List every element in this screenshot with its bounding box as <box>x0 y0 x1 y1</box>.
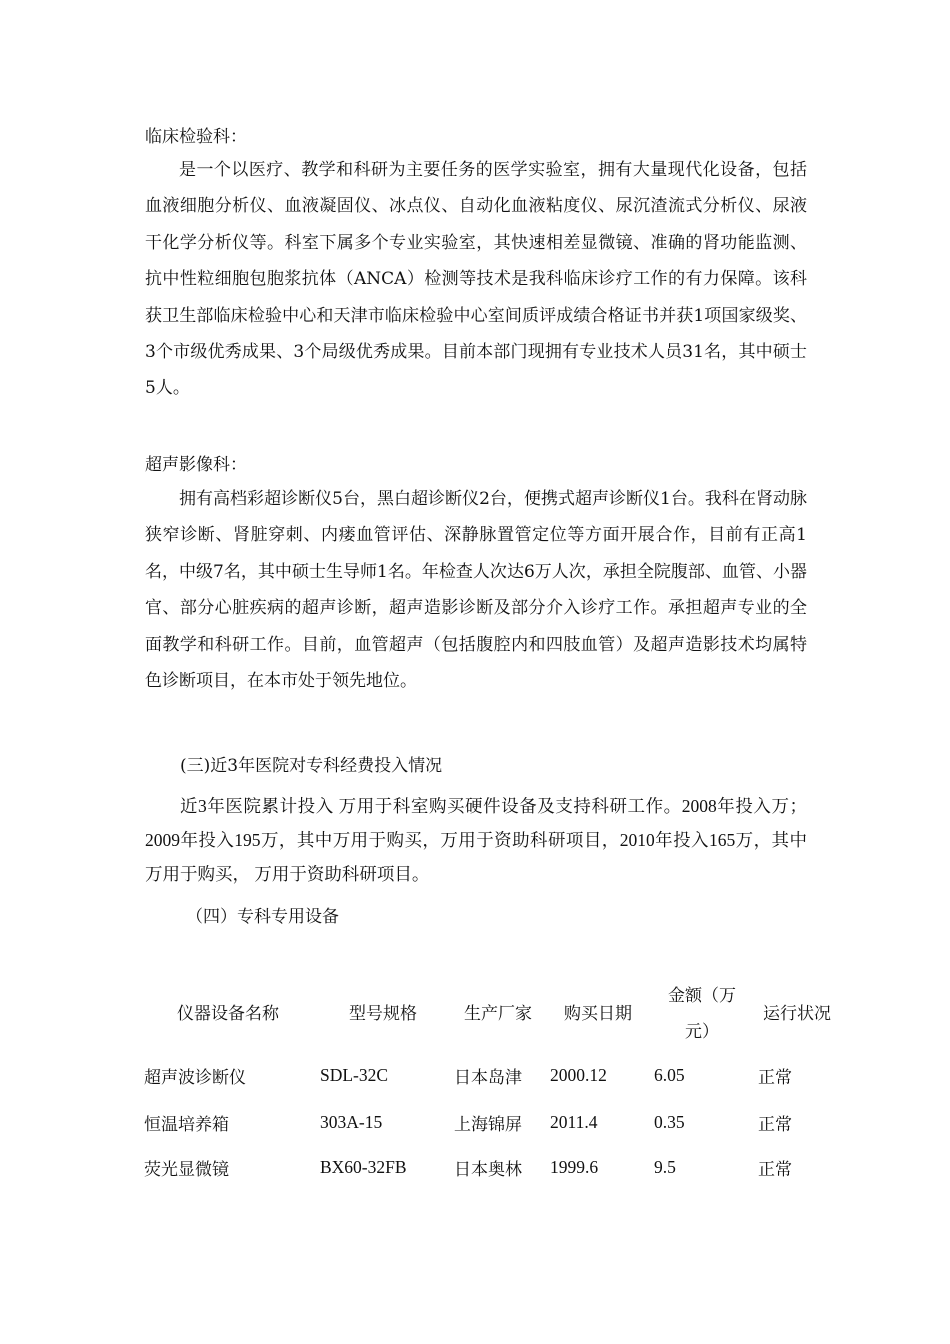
equipment-table <box>140 978 840 1190</box>
table-row <box>140 1145 840 1190</box>
header-manufacturer: 生产厂家 <box>464 1004 532 1024</box>
cell-purchase-date: 1999.6 <box>550 1157 599 1177</box>
header-model: 型号规格 <box>349 1004 417 1024</box>
cell-purchase-date: 2000.12 <box>550 1064 607 1085</box>
cell-name: 超声波诊断仪 <box>144 1067 246 1088</box>
cell-amount: 9.5 <box>654 1157 676 1177</box>
cell-model: SDL-32C <box>320 1064 389 1085</box>
header-name: 仪器设备名称 <box>177 1004 279 1024</box>
cell-manufacturer: 日本奥林 <box>454 1160 522 1180</box>
section-title-clinical-lab: 临床检验科： <box>145 127 247 147</box>
cell-manufacturer: 日本岛津 <box>454 1067 522 1088</box>
funding-body: 近3年医院累计投入 万用于科室购买硬件设备及支持科研工作。2008年投入万；2009年投入195万，其中万用于购买，万用于资助科研项目，2010年投入165万，其中万用于购买， 万用于资助科研项目。 <box>145 796 807 884</box>
header-status: 运行状况 <box>763 1004 831 1024</box>
cell-amount: 6.05 <box>654 1064 685 1085</box>
cell-status: 正常 <box>758 1067 792 1088</box>
cell-name: 荧光显微镜 <box>144 1160 229 1180</box>
section-body-ultrasound: 拥有高档彩超诊断仪5台，黑白超诊断仪2台，便携式超声诊断仪1台。我科在肾动脉狭窄诊断、肾脏穿刺、内瘘血管评估、深静脉置管定位等方面开展合作，目前有正高1名，中级7名，其中硕士生导师1名。年检查人次达6万人次，承担全院腹部、血管、小器官、部分心脏疾病的超声诊断，超声造影诊断及部分介入诊疗工作。承担超声专业的全面教学和科研工作。目前，血管超声（包括腹腔内和四肢血管）及超声造影技术均属特色诊断项目，在本市处于领先地位。 <box>145 489 807 692</box>
section-title-ultrasound: 超声影像科： <box>145 455 247 475</box>
cell-name: 恒温培养箱 <box>144 1115 229 1135</box>
section-body-clinical-lab: 是一个以医疗、教学和科研为主要任务的医学实验室，拥有大量现代化设备，包括血液细胞分析仪、血液凝固仪、冰点仪、自动化血液粘度仪、尿沉渣流式分析仪、尿液干化学分析仪等。科室下属多个专业实验室，其快速相差显微镜、准确的肾功能监测、抗中性粒细胞包胞浆抗体（ANCA）检测等技术是我科临床诊疗工作的有力保障。该科获卫生部临床检验中心和天津市临床检验中心室间质评成绩合格证书并获1项国家级奖、3个市级优秀成果、3个局级优秀成果。目前本部门现拥有专业技术人员31名，其中硕士5人。 <box>145 160 807 399</box>
header-amount: 金额（万元） <box>668 986 736 1042</box>
cell-model: BX60-32FB <box>320 1157 407 1177</box>
cell-status: 正常 <box>758 1115 792 1135</box>
funding-title: (三)近3年医院对专科经费投入情况 <box>180 756 443 776</box>
cell-model: 303A-15 <box>320 1112 383 1132</box>
cell-purchase-date: 2011.4 <box>550 1112 598 1132</box>
cell-manufacturer: 上海锦屏 <box>454 1115 522 1135</box>
table-row <box>140 1050 840 1100</box>
table-row <box>140 1100 840 1145</box>
table-header-row <box>140 978 840 1050</box>
equipment-title: （四）专科专用设备 <box>186 907 339 927</box>
header-purchase-date: 购买日期 <box>564 1004 632 1024</box>
cell-amount: 0.35 <box>654 1112 685 1132</box>
cell-status: 正常 <box>758 1160 792 1180</box>
